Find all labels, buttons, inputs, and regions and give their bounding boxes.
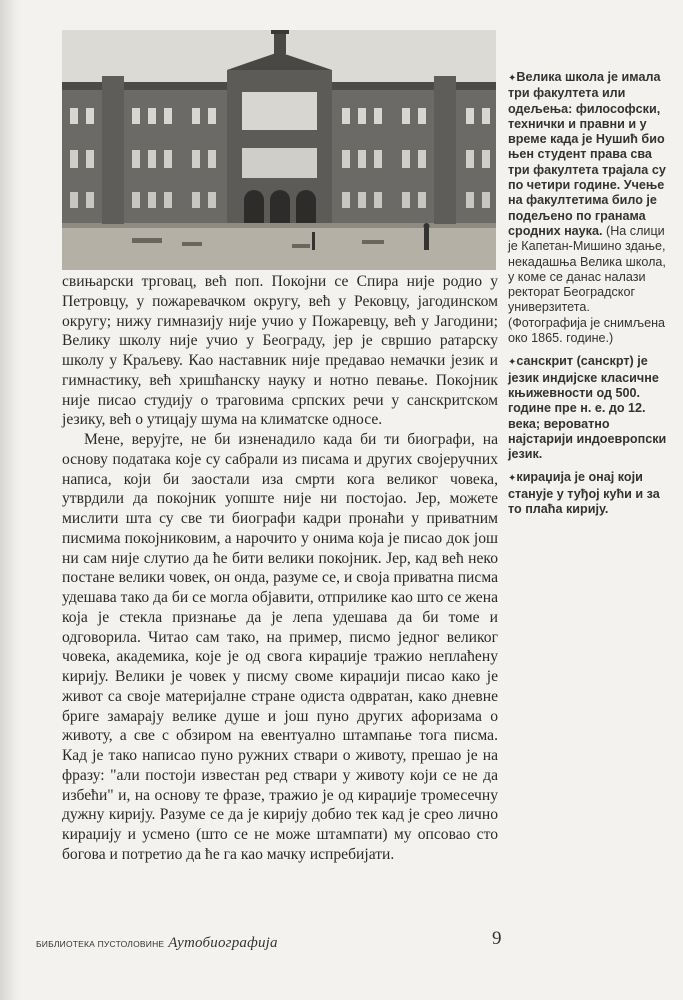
- main-text: [62, 272, 498, 865]
- note-sanskrit: [508, 354, 672, 462]
- note-velika-skola: [508, 70, 672, 346]
- building-photograph: [62, 30, 496, 270]
- sidebar-notes: [508, 70, 672, 525]
- note-marker-icon: ✦: [508, 473, 517, 485]
- note-kiradzija: [508, 470, 672, 517]
- book-title: Аутобиографија: [168, 935, 278, 951]
- series-name: БИБЛИОТЕКА ПУСТОЛОВИНЕ: [36, 939, 165, 949]
- note-plain-text: (На слици је Капетан-Мишино здање, некадашња Велика школа, у коме се данас налази ректорат Београдског универзитета. (Фотографија је снимљена око 1865. године.): [508, 223, 666, 346]
- note-bold-text: санскрит (санскрт) је језик индијске класичне књижевности од 500. године пре н. е. до 12. века; вероватно најстарији индоевропски језик.: [508, 354, 667, 462]
- footer-series: [36, 935, 278, 952]
- paragraph-2: Мене, верујте, не би изненадило када би ти биографи, на основу података које су сабрали из писама и других својеручних написа, који би заостали иза смрти кога великог човека, утврдили да покојник уопште није ни постојао. Јер, можете мислити шта су све ти биографи кадри пронаћи у приватним писмима покојниковим, а нарочито у онима која је писао док још ни сам није слутио да ће бити велики покојник. Јер, кад већ неко постане велики човек, он онда, разуме се, и своја приватна писма удешава тако да би се могла објавити, отприлике као што се жена која је стекла признање да је лепа удешава да би томе и одговорила. Читао сам тако, на пример, писмо једног великог човека, академика, које је од свога кираџије тражио неплаћену кирију. Велики је човек у писму своме кираџији писао како је живот са своје материјалне стране одиста одвратан, како дневне бриге замарају велике душе и још пуно других афоризама о животу, а све с обзиром на евентуално штампање тога писма. Кад је тако написао пуно ружних ствари о животу, прешао је на фразу: "али постоји известан ред ствари у животу који се не да избећи" и, на основу те фразе, тражио је од кираџије тромесечну дужну кирију. Разуме се да је кирију добио тек кад је срео лично кираџију и усмено (што се не може штампати) му опсовао сто богова и потретио да ће га као мачку испребијати.: [62, 431, 498, 863]
- paragraph-1: свињарски трговац, већ поп. Покојни се Спира није родио у Петровцу, у пожаревачком округу, већ у Рековцу, јагодинском округу; нижу гимназију није учио у Пожаревцу, већ у Јагодини; Велику школу није учио у Београду, јер је свршио ратарску школу у Краљеву. Као наставник није предавао немачки језик и гимнастику, већ хришћанску науку и нотно певање. Покојник није писао студију о траговима српских речи у санскритском језику, већ о утицају шума на климатске односе.: [62, 273, 498, 429]
- building-illustration: [62, 30, 496, 270]
- book-binding-shadow: [0, 0, 22, 1000]
- note-marker-icon: ✦: [508, 357, 517, 369]
- note-marker-icon: ✦: [508, 73, 517, 84]
- note-bold-text: кираџија је онај који станује у туђој кући и за то плаћа кирију.: [508, 470, 660, 517]
- note-bold-text: Велика школа је имала три факултета или одељења: философски, технички и правни и у време када је Нушић био њен студент права сва три факултета трајала су по четири године. Учење на факултетима било је подељено по гранама сродних наука.: [508, 70, 666, 238]
- page-number: 9: [492, 928, 502, 949]
